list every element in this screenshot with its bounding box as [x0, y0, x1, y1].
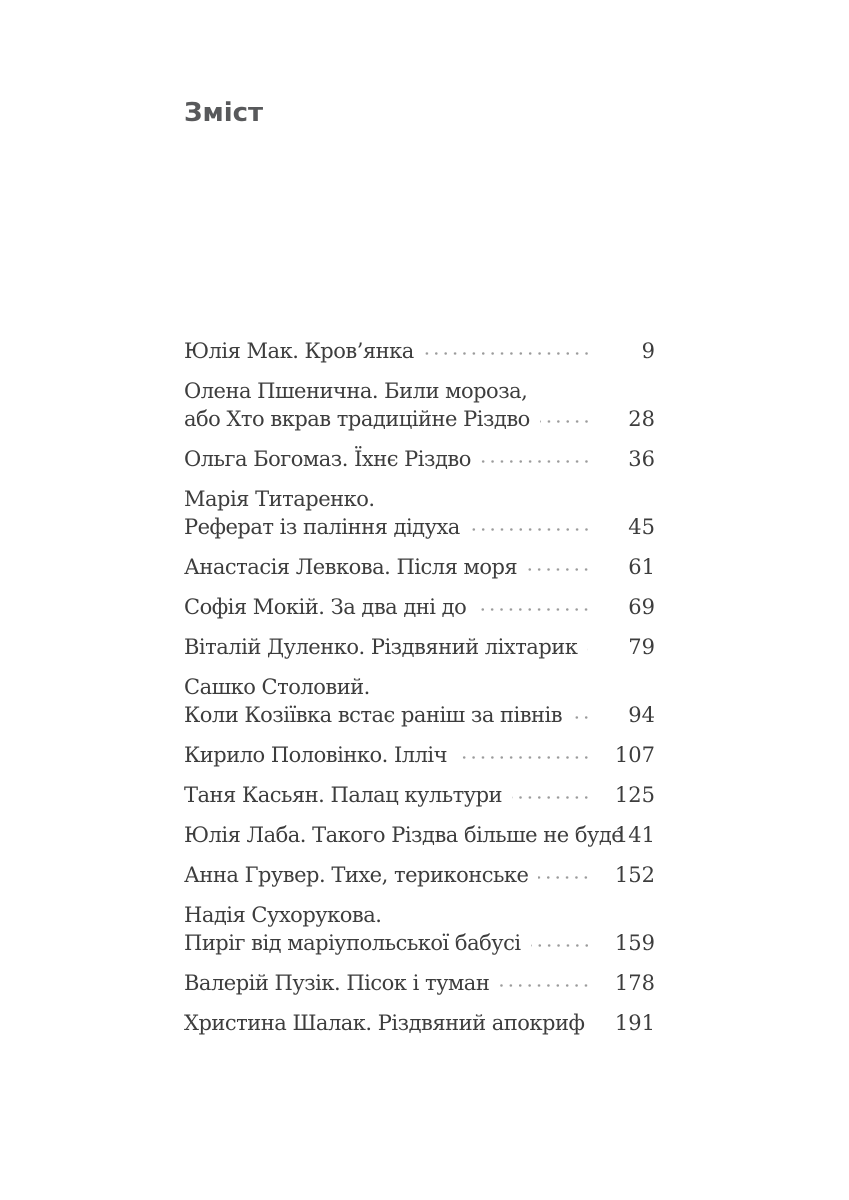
- toc-entry-line: [184, 861, 655, 889]
- toc-entry-line: [184, 673, 655, 701]
- toc-page-number: 94: [628, 703, 655, 727]
- toc-entry-line: [184, 821, 655, 849]
- toc-entry-line: [184, 445, 655, 473]
- toc-entry-title: Надія Сухорукова.: [184, 903, 382, 927]
- toc-entry-line: [184, 593, 655, 621]
- toc-entry-title: Кирило Половінко. Ілліч: [184, 743, 448, 767]
- toc-entry: [184, 633, 655, 661]
- toc-entry-title: Валерій Пузік. Пісок і туман: [184, 971, 490, 995]
- toc-page-number: 107: [614, 743, 655, 767]
- dot-leader: [512, 781, 593, 809]
- toc-entry-line: [184, 781, 655, 809]
- toc-entry-title: або Хто вкрав традиційне Різдво: [184, 407, 530, 431]
- toc-entry-title: Юлія Мак. Кров’янка: [184, 339, 414, 363]
- toc-entry-line: [184, 485, 655, 513]
- dot-leader: [538, 861, 593, 889]
- toc-page-number: 178: [614, 971, 655, 995]
- toc-entry-line: [184, 929, 655, 957]
- toc-entry-title: Анна Грувер. Тихе, териконське: [184, 863, 529, 887]
- toc-entry-line: [184, 633, 655, 661]
- toc-page-number: 79: [628, 635, 655, 659]
- dot-leader: [572, 701, 593, 729]
- toc-entry-line: [184, 405, 655, 433]
- dot-leader: [499, 969, 593, 997]
- toc-entry: [184, 673, 655, 729]
- toc-entry: [184, 1009, 655, 1037]
- toc-page-number: 159: [614, 931, 655, 955]
- dot-leader: [457, 741, 593, 769]
- toc-entry: [184, 901, 655, 957]
- toc-entry-line: [184, 701, 655, 729]
- toc-entry-title: Анастасія Левкова. Після моря: [184, 555, 518, 579]
- dot-leader: [476, 593, 593, 621]
- toc-entry: [184, 593, 655, 621]
- toc-entry: [184, 969, 655, 997]
- toc-page-number: 61: [628, 555, 655, 579]
- toc-page-number: 141: [614, 823, 655, 847]
- toc-entry: [184, 741, 655, 769]
- toc-entry-title: Марія Титаренко.: [184, 487, 375, 511]
- toc-entry-title: Таня Касьян. Палац культури: [184, 783, 503, 807]
- toc-entry: [184, 781, 655, 809]
- toc-entry-line: [184, 969, 655, 997]
- toc-entry-title: Юлія Лаба. Такого Різдва більше не буде: [184, 823, 624, 847]
- toc-page-number: 9: [641, 339, 655, 363]
- toc-entry: [184, 553, 655, 581]
- toc-entry-title: Віталій Дуленко. Різдвяний ліхтарик: [184, 635, 578, 659]
- toc-entry-title: Реферат із паління дідуха: [184, 515, 460, 539]
- toc-entry-title: Христина Шалак. Різдвяний апокриф: [184, 1011, 585, 1035]
- toc-entry: [184, 485, 655, 541]
- dot-leader: [540, 405, 593, 433]
- toc-entry-line: [184, 377, 655, 405]
- toc-entry: [184, 821, 655, 849]
- toc-entry: [184, 445, 655, 473]
- dot-leader: [527, 553, 593, 581]
- toc-entry-title: Олена Пшенична. Били мороза,: [184, 379, 528, 403]
- toc-list: [184, 337, 655, 1037]
- toc-page-number: 69: [628, 595, 655, 619]
- dot-leader: [470, 513, 593, 541]
- toc-entry-title: Ольга Богомаз. Їхнє Різдво: [184, 447, 471, 471]
- page-title: Зміст: [184, 98, 264, 128]
- toc-page-number: 28: [628, 407, 655, 431]
- toc-entry-title: Сашко Столовий.: [184, 675, 370, 699]
- toc-entry-line: [184, 553, 655, 581]
- dot-leader: [531, 929, 593, 957]
- toc-page-number: 125: [614, 783, 655, 807]
- toc-entry-title: Софія Мокій. За два дні до: [184, 595, 467, 619]
- toc-entry-line: [184, 337, 655, 365]
- toc-entry-line: [184, 1009, 655, 1037]
- dot-leader: [424, 337, 593, 365]
- toc-entry: [184, 337, 655, 365]
- toc-page-number: 191: [614, 1011, 655, 1035]
- toc-entry-title: Пиріг від маріупольської бабусі: [184, 931, 521, 955]
- toc-page-number: 36: [628, 447, 655, 471]
- toc-page-number: 45: [628, 515, 655, 539]
- toc-entry: [184, 377, 655, 433]
- toc-entry: [184, 861, 655, 889]
- dot-leader: [481, 445, 593, 473]
- toc-entry-line: [184, 513, 655, 541]
- toc-entry-line: [184, 901, 655, 929]
- toc-page-number: 152: [614, 863, 655, 887]
- toc-entry-line: [184, 741, 655, 769]
- toc-entry-title: Коли Козіївка встає раніш за півнів: [184, 703, 563, 727]
